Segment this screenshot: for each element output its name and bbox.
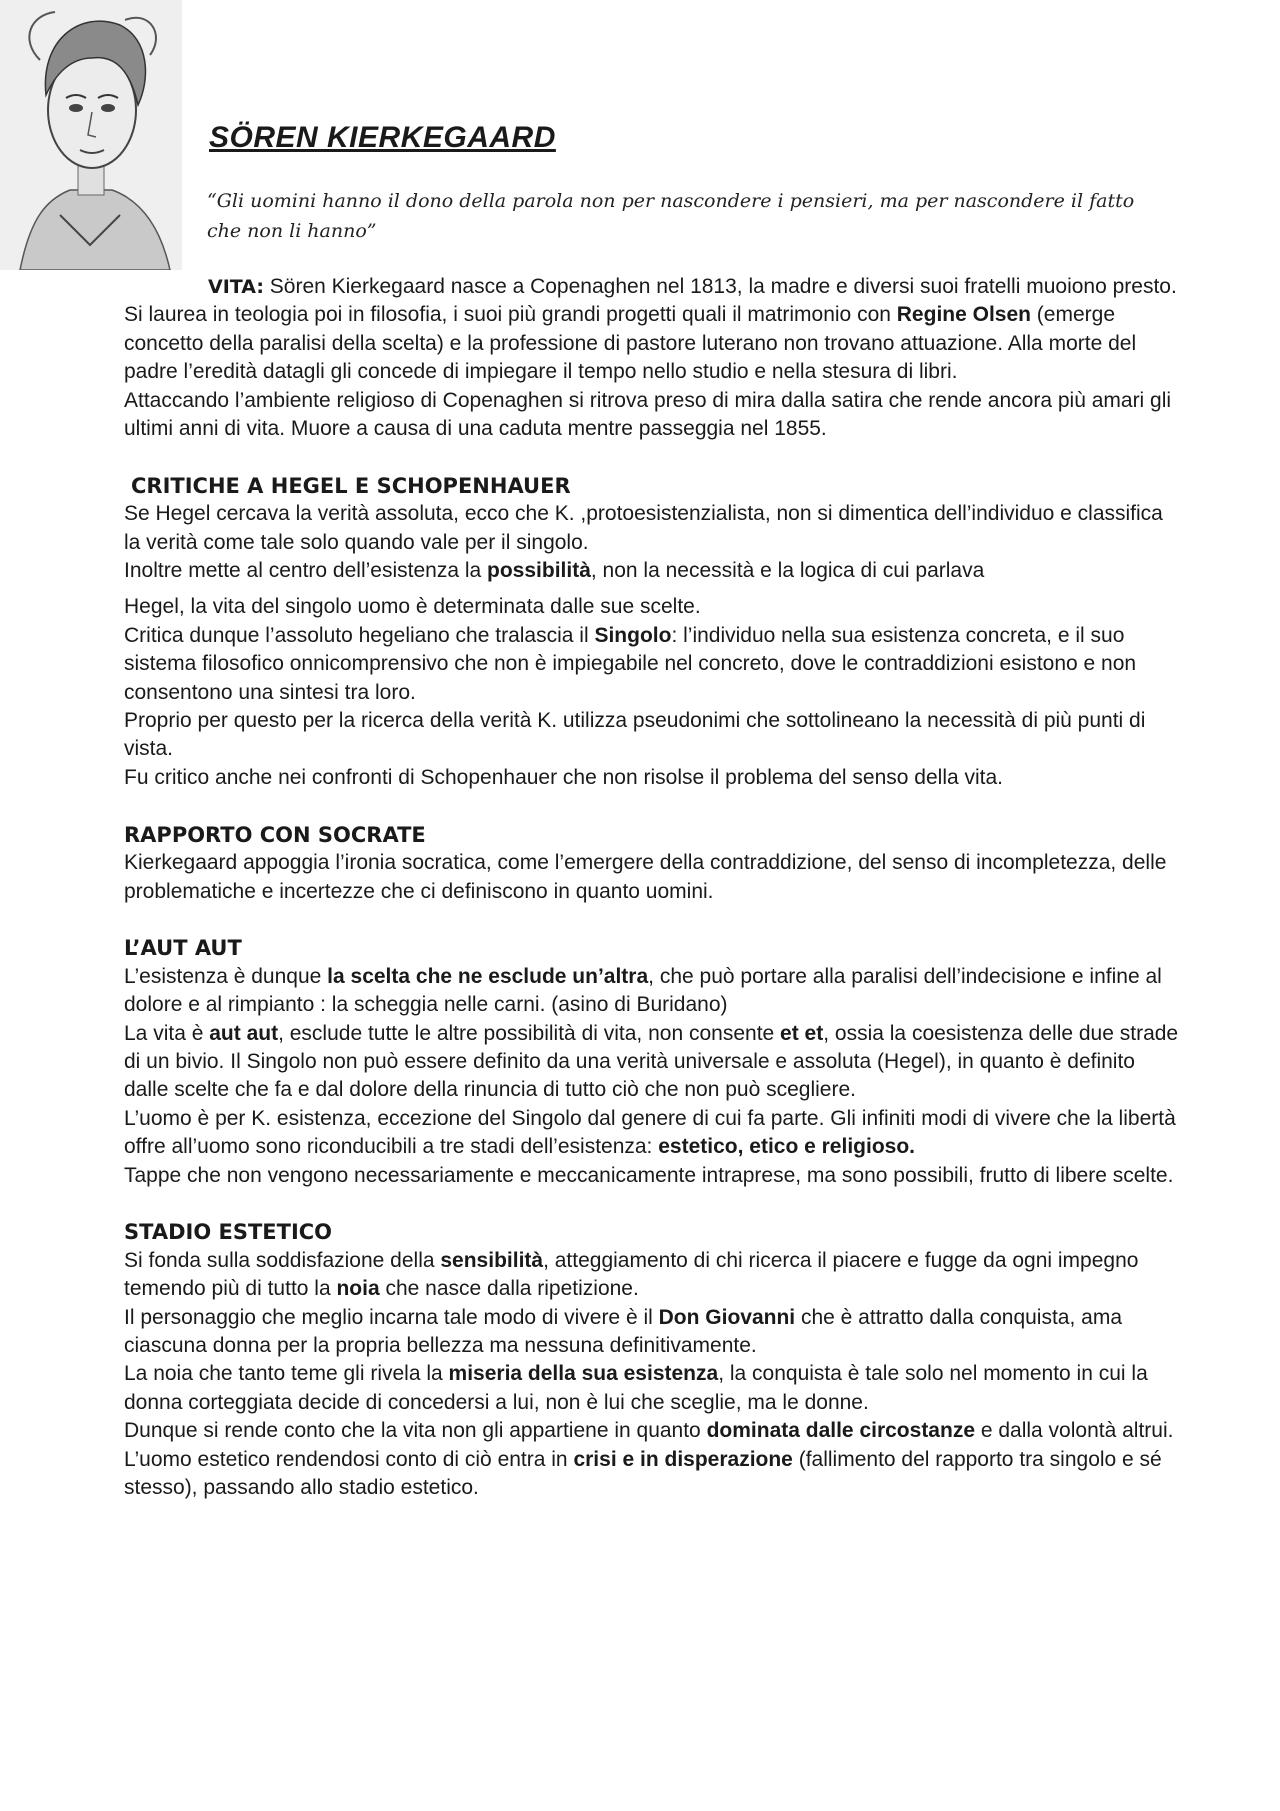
paragraph: L’uomo è per K. esistenza, eccezione del Singolo dal genere di cui fa parte. Gli infiniti modi di vivere che la libertà offre all’uomo sono riconducibili a tre stadi dell’esistenza: estetico, etico e religioso.: [124, 1106, 1176, 1159]
paragraph: Se Hegel cercava la verità assoluta, ecco che K. ,protoesistenzialista, non si dimentica dell’individuo e classifica la verità come tale solo quando vale per il singolo.: [124, 502, 1163, 554]
paragraph: Critica dunque l’assoluto hegeliano che tralascia il Singolo: l’individuo nella sua esistenza concreta, e il suo sistema filosofico onnicomprensivo che non è impiegabile nel concreto, dove le contraddizioni esistono e non consentono una sintesi tra loro.: [124, 623, 1137, 704]
paragraph: Il personaggio che meglio incarna tale modo di vivere è il Don Giovanni che è attratto dalla conquista, ama ciascuna donna per la propria bellezza ma nessuna definitivamente.: [124, 1305, 1123, 1357]
epigraph-quote: “Gli uomini hanno il dono della parola non per nascondere i pensieri, ma per nascondere il fatto che non li hanno”: [207, 190, 1135, 242]
paragraph: Dunque si rende conto che la vita non gli appartiene in quanto dominata dalle circostanze e dalla volontà altrui. L’uomo estetico rendendosi conto di ciò entra in crisi e in disperazione (fallimento del rapporto tra singolo e sé stesso), passando allo stadio estetico.: [124, 1419, 1174, 1499]
paragraph: Tappe che non vengono necessariamente e meccanicamente intraprese, ma sono possibili, frutto di libere scelte.: [124, 1163, 1174, 1187]
paragraph: La vita è aut aut, esclude tutte le altre possibilità di vita, non consente et et, ossia la coesistenza delle due strade di un bivio. Il Singolo non può essere definito da una verità universale e assoluta (Hegel), in quanto è definito dalle scelte che fa e dal dolore della rinuncia di tutto ciò che non può scegliere.: [124, 1021, 1179, 1102]
section-heading: CRITICHE A HEGEL E SCHOPENHAUER: [131, 473, 571, 498]
paragraph: Si fonda sulla soddisfazione della sensibilità, atteggiamento di chi ricerca il piacere e fugge da ogni impegno temendo più di tutto la noia che nasce dalla ripetizione.: [124, 1248, 1139, 1301]
paragraph: Proprio per questo per la ricerca della verità K. utilizza pseudonimi che sottolineano la necessità di più punti di vista.: [124, 709, 1146, 761]
portrait-image: [0, 0, 182, 270]
section-heading: RAPPORTO CON SOCRATE: [124, 822, 426, 847]
section-critiche: [124, 472, 1184, 792]
paragraph: VITA: Sören Kierkegaard nasce a Copenaghen nel 1813, la madre e diversi suoi fratelli muoiono presto.: [208, 275, 1177, 298]
section-heading: STADIO ESTETICO: [124, 1220, 333, 1245]
document-body: [124, 273, 1184, 1502]
portrait-engraving-icon: [0, 0, 182, 270]
vita-label: VITA:: [208, 276, 264, 298]
page-title: SÖREN KIERKEGAARD: [209, 121, 556, 154]
paragraph: Attaccando l’ambiente religioso di Copenaghen si ritrova preso di mira dalla satira che rende ancora più amari gli ultimi anni di vita. Muore a causa di una caduta mentre passeggia nel 1855.: [124, 388, 1172, 441]
paragraph: Hegel, la vita del singolo uomo è determinata dalle sue scelte.: [124, 595, 701, 619]
paragraph: Fu critico anche nei confronti di Schopenhauer che non risolse il problema del senso della vita.: [124, 765, 1004, 789]
paragraph: Si laurea in teologia poi in filosofia, i suoi più grandi progetti quali il matrimonio con Regine Olsen (emerge concetto della paralisi della scelta) e la professione di pastore luterano non trovano attuazione. Alla morte del padre l’eredità datagli gli concede di impiegare il tempo nello studio e nella stesura di libri.: [124, 303, 1137, 384]
paragraph: Kierkegaard appoggia l’ironia socratica, come l’emergere della contraddizione, del senso di incompletezza, delle problematiche e incertezze che ci definiscono in quanto uomini.: [124, 851, 1167, 903]
section-stadio-estetico: [124, 1218, 1184, 1502]
paragraph: La noia che tanto teme gli rivela la miseria della sua esistenza, la conquista è tale solo nel momento in cui la donna corteggiata decide di concedersi a lui, non è lui che sceglie, ma le donne.: [124, 1362, 1148, 1414]
section-socrate: [124, 821, 1184, 906]
paragraph: Inoltre mette al centro dell’esistenza la possibilità, non la necessità e la logica di cui parlava: [124, 559, 985, 583]
section-aut-aut: [124, 934, 1184, 1190]
section-heading: L’AUT AUT: [124, 936, 242, 961]
paragraph: L’esistenza è dunque la scelta che ne esclude un’altra, che può portare alla paralisi dell’indecisione e infine al dolore e al rimpianto : la scheggia nelle carni. (asino di Buridano): [124, 964, 1162, 1017]
section-vita: [124, 273, 1184, 443]
